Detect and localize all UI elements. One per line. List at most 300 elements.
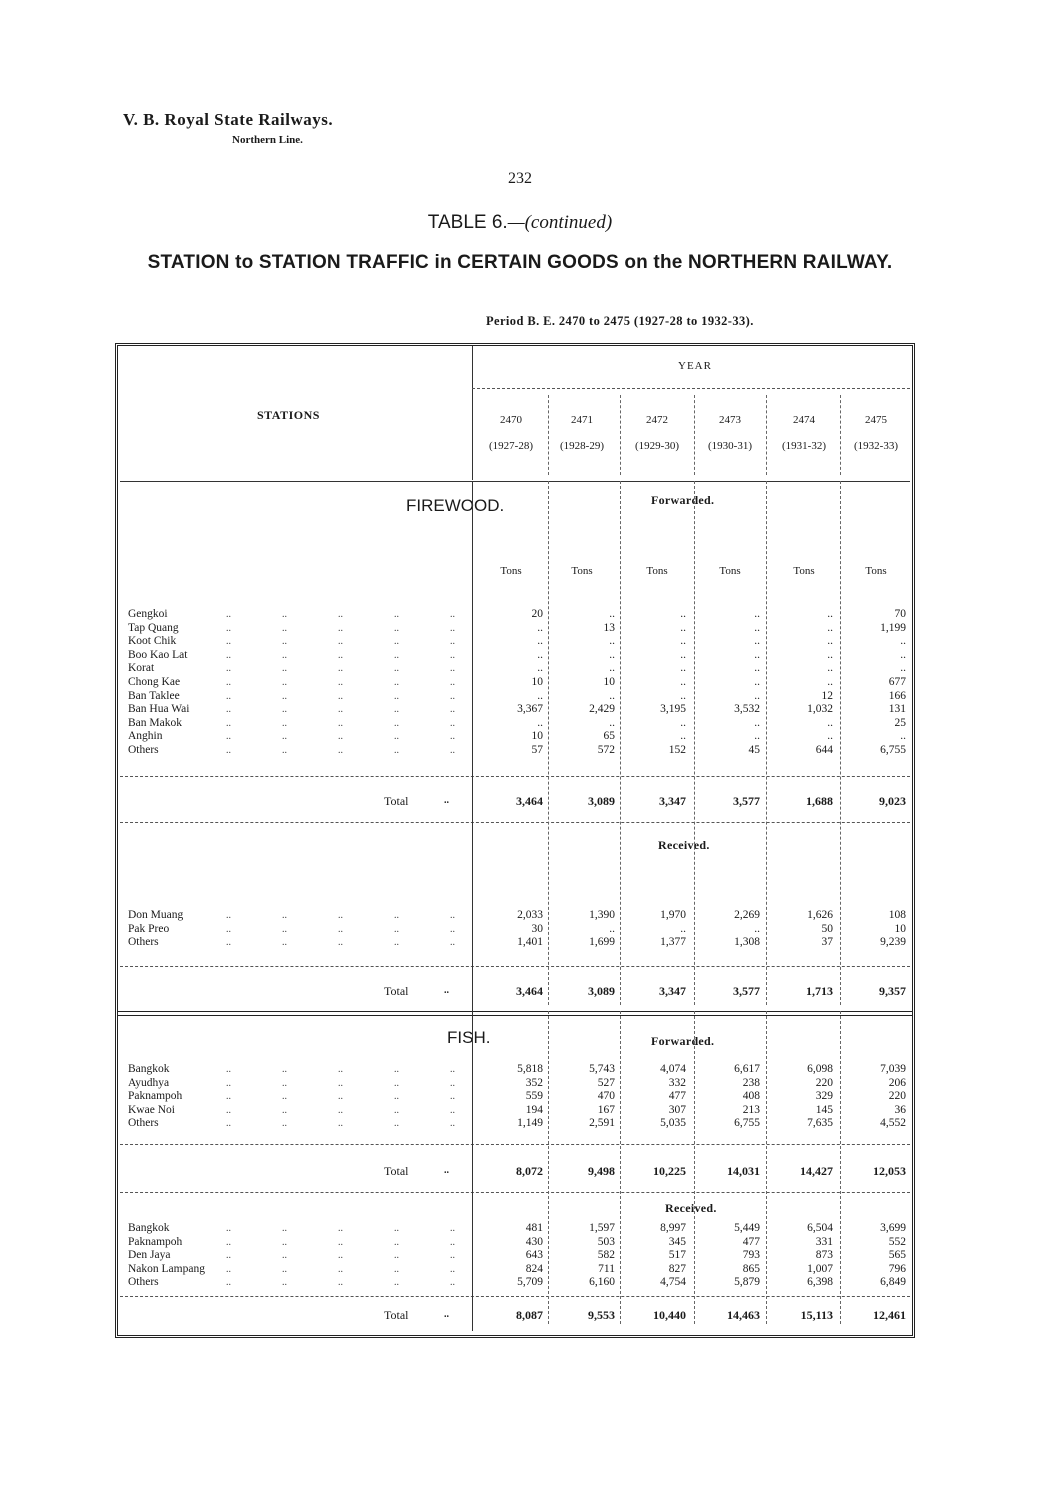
cell-value: 10 xyxy=(894,922,906,935)
cell-value: 5,709 xyxy=(517,1276,543,1289)
cell-value: 1,377 xyxy=(660,936,686,949)
cell-value: 4,754 xyxy=(660,1276,686,1289)
year-col-period: (1931-32) xyxy=(782,440,826,452)
firewood-forwarded-rows xyxy=(128,608,908,758)
unit-label: Tons xyxy=(646,565,668,577)
cell-value: 481 xyxy=(525,1222,543,1234)
table-row xyxy=(128,1104,908,1118)
cell-value: 50 xyxy=(821,922,833,935)
cell-value: 3,532 xyxy=(734,703,760,716)
table-row xyxy=(128,1249,908,1263)
total-value: 15,113 xyxy=(800,1308,833,1322)
cell-value: .. xyxy=(537,689,543,702)
fish-title: FISH. xyxy=(447,1028,491,1047)
cell-value: 3,367 xyxy=(517,703,543,716)
cell-value: .. xyxy=(754,675,760,688)
table-row xyxy=(128,744,908,758)
leader-dots: .. .. .. .. xyxy=(226,1118,399,1130)
cell-value: 1,007 xyxy=(807,1262,833,1275)
cell-value: 6,398 xyxy=(807,1276,833,1289)
total-value: 3,464 xyxy=(516,984,543,998)
cell-value: .. xyxy=(754,716,760,729)
year-col-header: 2472 xyxy=(646,414,668,426)
cell-value: 145 xyxy=(815,1103,833,1116)
column-divider xyxy=(694,481,695,1005)
total-label: Total xyxy=(384,794,409,808)
table-row xyxy=(128,1117,908,1131)
leader-dots-end: .. xyxy=(450,636,455,648)
year-divider-vertical xyxy=(472,346,473,480)
cell-value: 329 xyxy=(815,1090,833,1103)
station-name: Others xyxy=(128,1117,159,1130)
cell-value: 873 xyxy=(815,1249,833,1262)
column-divider xyxy=(840,1011,841,1324)
cell-value: .. xyxy=(900,730,906,743)
cell-value: 711 xyxy=(598,1262,615,1275)
total-value: 3,577 xyxy=(733,984,760,998)
cell-value: 331 xyxy=(815,1235,833,1248)
leader-dots-end: .. xyxy=(450,717,455,729)
cell-value: 3,195 xyxy=(660,703,686,716)
leader-dots: .. xyxy=(444,985,449,996)
table-row xyxy=(128,703,908,717)
cell-value: .. xyxy=(900,648,906,661)
firewood-forwarded-total-rule xyxy=(120,776,910,777)
leader-dots: .. .. .. .. xyxy=(226,676,399,688)
leader-dots: .. .. .. .. xyxy=(226,744,399,756)
leader-dots: .. .. .. .. xyxy=(226,923,399,935)
cell-value: 5,743 xyxy=(589,1063,615,1075)
fish-forwarded-rows xyxy=(128,1063,908,1131)
total-label: Total xyxy=(384,1164,409,1178)
table-title-suffix: —(continued) xyxy=(507,212,613,233)
column-divider xyxy=(620,1011,621,1324)
table-title-main: TABLE 6. xyxy=(427,212,508,233)
total-value: 3,089 xyxy=(588,984,615,998)
cell-value: 2,591 xyxy=(589,1117,615,1130)
total-value: 14,427 xyxy=(800,1164,833,1178)
cell-value: 238 xyxy=(742,1076,760,1089)
table-row xyxy=(128,649,908,663)
cell-value: 470 xyxy=(597,1090,615,1103)
cell-value: 408 xyxy=(742,1090,760,1103)
leader-dots-end: .. xyxy=(450,663,455,675)
cell-value: 6,160 xyxy=(589,1276,615,1289)
cell-value: 131 xyxy=(888,703,906,716)
cell-value: 25 xyxy=(894,716,906,729)
cell-value: 206 xyxy=(888,1076,906,1089)
station-name: Gengkoi xyxy=(128,608,168,620)
cell-value: 552 xyxy=(888,1235,906,1248)
leader-dots: .. .. .. .. xyxy=(226,1236,399,1248)
total-value: 3,347 xyxy=(659,984,686,998)
fish-forwarded-label: Forwarded. xyxy=(651,1034,715,1048)
station-name: Tap Quang xyxy=(128,621,179,634)
cell-value: .. xyxy=(609,635,615,648)
cell-value: .. xyxy=(827,648,833,661)
leader-dots: .. .. .. .. xyxy=(226,1064,399,1075)
cell-value: 559 xyxy=(525,1090,543,1103)
cell-value: .. xyxy=(754,635,760,648)
total-value: 10,440 xyxy=(653,1308,686,1322)
main-title: STATION to STATION TRAFFIC in CERTAIN GOODS on the NORTHERN RAILWAY. xyxy=(147,252,893,273)
year-underline xyxy=(472,388,910,389)
cell-value: 10 xyxy=(531,675,543,688)
cell-value: 824 xyxy=(525,1262,543,1275)
leader-dots-end: .. xyxy=(450,1236,455,1248)
cell-value: 7,039 xyxy=(880,1063,906,1075)
leader-dots-end: .. xyxy=(450,1118,455,1130)
cell-value: 1,032 xyxy=(807,703,833,716)
cell-value: .. xyxy=(827,662,833,675)
year-col-period: (1929-30) xyxy=(635,440,679,452)
cell-value: 5,449 xyxy=(734,1222,760,1234)
total-value: 3,089 xyxy=(588,794,615,808)
leader-dots: .. .. .. .. xyxy=(226,609,399,620)
cell-value: 352 xyxy=(525,1076,543,1089)
leader-dots: .. .. .. .. xyxy=(226,910,399,921)
cell-value: 1,699 xyxy=(589,936,615,949)
cell-value: .. xyxy=(537,635,543,648)
section-divider xyxy=(118,1011,912,1016)
cell-value: 36 xyxy=(894,1103,906,1116)
cell-value: .. xyxy=(900,635,906,648)
cell-value: .. xyxy=(680,689,686,702)
cell-value: 2,033 xyxy=(517,909,543,921)
cell-value: .. xyxy=(680,608,686,620)
firewood-received-total-rule xyxy=(120,966,910,967)
firewood-forwarded-total xyxy=(128,794,908,808)
leader-dots-end: .. xyxy=(450,622,455,634)
leader-dots: .. .. .. .. xyxy=(226,1091,399,1103)
total-value: 3,577 xyxy=(733,794,760,808)
unit-label: Tons xyxy=(793,565,815,577)
leader-dots: .. .. .. .. xyxy=(226,1263,399,1275)
table-row xyxy=(128,909,908,923)
table-row xyxy=(128,608,908,622)
table-row xyxy=(128,1063,908,1077)
cell-value: .. xyxy=(537,716,543,729)
year-col-header: 2471 xyxy=(571,414,593,426)
cell-value: 213 xyxy=(742,1103,760,1116)
station-name: Den Jaya xyxy=(128,1249,171,1262)
cell-value: .. xyxy=(754,730,760,743)
cell-value: .. xyxy=(754,648,760,661)
total-value: 8,087 xyxy=(516,1308,543,1322)
station-name: Boo Kao Lat xyxy=(128,648,188,661)
cell-value: .. xyxy=(754,689,760,702)
year-col-header: 2470 xyxy=(500,414,522,426)
cell-value: 3,699 xyxy=(880,1222,906,1234)
column-divider xyxy=(840,481,841,1005)
cell-value: 1,149 xyxy=(517,1117,543,1130)
leader-dots: .. .. .. .. xyxy=(226,1250,399,1262)
cell-value: 1,199 xyxy=(880,621,906,634)
station-name: Paknampoh xyxy=(128,1090,183,1103)
total-value: 1,713 xyxy=(806,984,833,998)
unit-label: Tons xyxy=(500,565,522,577)
station-name: Paknampoh xyxy=(128,1235,183,1248)
firewood-forwarded-total-rule-bottom xyxy=(120,822,910,823)
table-row xyxy=(128,1222,908,1236)
cell-value: 643 xyxy=(525,1249,543,1262)
fish-received-total-rule xyxy=(120,1296,910,1297)
cell-value: .. xyxy=(680,730,686,743)
leader-dots-end: .. xyxy=(450,1077,455,1089)
unit-label: Tons xyxy=(719,565,741,577)
cell-value: .. xyxy=(827,608,833,620)
cell-value: 1,390 xyxy=(589,909,615,921)
station-name: Ban Makok xyxy=(128,716,182,729)
total-value: 12,053 xyxy=(873,1164,906,1178)
column-divider xyxy=(548,1011,549,1324)
cell-value: .. xyxy=(680,675,686,688)
firewood-received-rows xyxy=(128,909,908,950)
station-name: Koot Chik xyxy=(128,635,177,648)
station-name: Ayudhya xyxy=(128,1076,170,1089)
cell-value: 194 xyxy=(525,1103,543,1116)
total-label: Total xyxy=(384,1308,409,1322)
cell-value: 45 xyxy=(748,743,760,756)
cell-value: 4,074 xyxy=(660,1063,686,1075)
unit-label: Tons xyxy=(865,565,887,577)
column-divider xyxy=(694,1011,695,1324)
cell-value: 6,617 xyxy=(734,1063,760,1075)
cell-value: 13 xyxy=(603,621,615,634)
cell-value: 20 xyxy=(531,608,543,620)
column-divider xyxy=(548,481,549,1005)
leader-dots: .. .. .. .. xyxy=(226,937,399,949)
leader-dots-end: .. xyxy=(450,731,455,743)
cell-value: .. xyxy=(754,621,760,634)
total-value: 9,553 xyxy=(588,1308,615,1322)
cell-value: .. xyxy=(680,621,686,634)
leader-dots: .. .. .. .. xyxy=(226,1077,399,1089)
leader-dots-end: .. xyxy=(450,910,455,921)
cell-value: .. xyxy=(537,648,543,661)
cell-value: 477 xyxy=(668,1090,686,1103)
leader-dots: .. .. .. .. xyxy=(226,649,399,661)
cell-value: 70 xyxy=(894,608,906,620)
cell-value: .. xyxy=(609,648,615,661)
cell-value: .. xyxy=(754,922,760,935)
unit-label: Tons xyxy=(571,565,593,577)
page-number: 232 xyxy=(508,170,532,187)
total-value: 9,023 xyxy=(879,794,906,808)
year-col-header: 2474 xyxy=(793,414,815,426)
firewood-received-total xyxy=(128,984,908,998)
header-line-1: V. B. Royal State Railways. xyxy=(123,110,334,129)
cell-value: 166 xyxy=(888,689,906,702)
leader-dots-end: .. xyxy=(450,937,455,949)
total-value: 14,031 xyxy=(727,1164,760,1178)
station-name: Bangkok xyxy=(128,1063,170,1075)
cell-value: 2,269 xyxy=(734,909,760,921)
cell-value: 430 xyxy=(525,1235,543,1248)
cell-value: 152 xyxy=(668,743,686,756)
cell-value: 1,597 xyxy=(589,1222,615,1234)
leader-dots-end: .. xyxy=(450,1263,455,1275)
leader-dots-end: .. xyxy=(450,1064,455,1075)
station-name: Kwae Noi xyxy=(128,1103,175,1116)
column-divider xyxy=(840,395,841,475)
values-divider xyxy=(472,481,473,1331)
cell-value: 582 xyxy=(597,1249,615,1262)
leader-dots-end: .. xyxy=(450,690,455,702)
table-row xyxy=(128,1263,908,1277)
cell-value: 1,970 xyxy=(660,909,686,921)
leader-dots: .. .. .. .. xyxy=(226,1277,399,1289)
cell-value: .. xyxy=(827,730,833,743)
leader-dots: .. .. .. .. xyxy=(226,663,399,675)
cell-value: 10 xyxy=(603,675,615,688)
column-divider xyxy=(620,395,621,475)
cell-value: 12 xyxy=(821,689,833,702)
table-row xyxy=(128,1077,908,1091)
column-divider xyxy=(548,395,549,475)
table-row xyxy=(128,923,908,937)
cell-value: 1,626 xyxy=(807,909,833,921)
cell-value: .. xyxy=(680,648,686,661)
station-name: Others xyxy=(128,743,159,756)
cell-value: .. xyxy=(537,662,543,675)
leader-dots-end: .. xyxy=(450,676,455,688)
fish-forwarded-total xyxy=(128,1164,908,1178)
total-value: 9,357 xyxy=(879,984,906,998)
cell-value: 572 xyxy=(597,743,615,756)
table-row xyxy=(128,717,908,731)
table-row xyxy=(128,1276,908,1290)
cell-value: 6,755 xyxy=(734,1117,760,1130)
fish-forwarded-total-rule-bottom xyxy=(120,1192,910,1193)
fish-received-total xyxy=(128,1308,908,1322)
cell-value: .. xyxy=(754,662,760,675)
station-name: Anghin xyxy=(128,730,163,743)
cell-value: .. xyxy=(609,689,615,702)
header-bottom-rule xyxy=(120,481,910,482)
cell-value: 30 xyxy=(531,922,543,935)
column-divider xyxy=(766,481,767,1005)
fish-received-rows xyxy=(128,1222,908,1290)
table-frame xyxy=(115,343,915,1338)
leader-dots: .. xyxy=(444,1309,449,1320)
station-name: Chong Kae xyxy=(128,675,181,688)
cell-value: .. xyxy=(609,662,615,675)
cell-value: 6,098 xyxy=(807,1063,833,1075)
leader-dots: .. .. .. .. xyxy=(226,717,399,729)
cell-value: 517 xyxy=(668,1249,686,1262)
leader-dots-end: .. xyxy=(450,744,455,756)
station-name: Bangkok xyxy=(128,1222,170,1234)
table-row xyxy=(128,662,908,676)
period-label: Period B. E. 2470 to 2475 (1927-28 to 1932-33). xyxy=(486,314,754,328)
total-value: 14,463 xyxy=(727,1308,760,1322)
cell-value: .. xyxy=(827,635,833,648)
year-col-period: (1928-29) xyxy=(560,440,604,452)
cell-value: .. xyxy=(537,621,543,634)
cell-value: 503 xyxy=(597,1235,615,1248)
cell-value: 6,504 xyxy=(807,1222,833,1234)
cell-value: .. xyxy=(754,608,760,620)
station-name: Others xyxy=(128,1276,159,1289)
cell-value: 9,239 xyxy=(880,936,906,949)
total-value: 8,072 xyxy=(516,1164,543,1178)
cell-value: 220 xyxy=(888,1090,906,1103)
leader-dots-end: .. xyxy=(450,649,455,661)
cell-value: 5,035 xyxy=(660,1117,686,1130)
cell-value: .. xyxy=(680,635,686,648)
cell-value: 57 xyxy=(531,743,543,756)
cell-value: 7,635 xyxy=(807,1117,833,1130)
total-value: 10,225 xyxy=(653,1164,686,1178)
header-line-2: Northern Line. xyxy=(232,134,303,146)
column-divider xyxy=(766,395,767,475)
cell-value: 108 xyxy=(888,909,906,921)
table-row xyxy=(128,690,908,704)
cell-value: .. xyxy=(680,716,686,729)
total-value: 1,688 xyxy=(806,794,833,808)
cell-value: .. xyxy=(900,662,906,675)
year-header: YEAR xyxy=(678,360,712,372)
cell-value: 220 xyxy=(815,1076,833,1089)
firewood-forwarded-label: Forwarded. xyxy=(651,493,715,507)
station-name: Ban Hua Wai xyxy=(128,703,190,716)
cell-value: 345 xyxy=(668,1235,686,1248)
year-col-header: 2475 xyxy=(865,414,887,426)
table-row xyxy=(128,730,908,744)
leader-dots-end: .. xyxy=(450,704,455,716)
firewood-received-label: Received. xyxy=(658,838,710,852)
total-value: 12,461 xyxy=(873,1308,906,1322)
table-row xyxy=(128,1236,908,1250)
cell-value: .. xyxy=(827,675,833,688)
stations-header: STATIONS xyxy=(257,408,320,422)
station-name: Don Muang xyxy=(128,909,184,921)
cell-value: 793 xyxy=(742,1249,760,1262)
year-col-period: (1930-31) xyxy=(708,440,752,452)
total-value: 9,498 xyxy=(588,1164,615,1178)
cell-value: .. xyxy=(609,608,615,620)
year-col-period: (1927-28) xyxy=(489,440,533,452)
table-row xyxy=(128,1090,908,1104)
leader-dots-end: .. xyxy=(450,1091,455,1103)
table-row xyxy=(128,635,908,649)
table-title xyxy=(0,212,1040,234)
leader-dots: .. xyxy=(444,1165,449,1176)
station-name: Others xyxy=(128,936,159,949)
column-divider xyxy=(694,395,695,475)
cell-value: .. xyxy=(827,621,833,634)
station-name: Korat xyxy=(128,662,155,675)
fish-received-label: Received. xyxy=(665,1201,717,1215)
column-divider xyxy=(620,481,621,1005)
leader-dots: .. .. .. .. xyxy=(226,1223,399,1234)
cell-value: 2,429 xyxy=(589,703,615,716)
cell-value: 827 xyxy=(668,1262,686,1275)
leader-dots: .. .. .. .. xyxy=(226,690,399,702)
cell-value: 4,552 xyxy=(880,1117,906,1130)
cell-value: 796 xyxy=(888,1262,906,1275)
cell-value: 65 xyxy=(603,730,615,743)
cell-value: 1,401 xyxy=(517,936,543,949)
cell-value: 167 xyxy=(597,1103,615,1116)
cell-value: .. xyxy=(680,662,686,675)
total-label: Total xyxy=(384,984,409,998)
total-value: 3,347 xyxy=(659,794,686,808)
total-value: 3,464 xyxy=(516,794,543,808)
leader-dots-end: .. xyxy=(450,1104,455,1116)
leader-dots-end: .. xyxy=(450,1277,455,1289)
